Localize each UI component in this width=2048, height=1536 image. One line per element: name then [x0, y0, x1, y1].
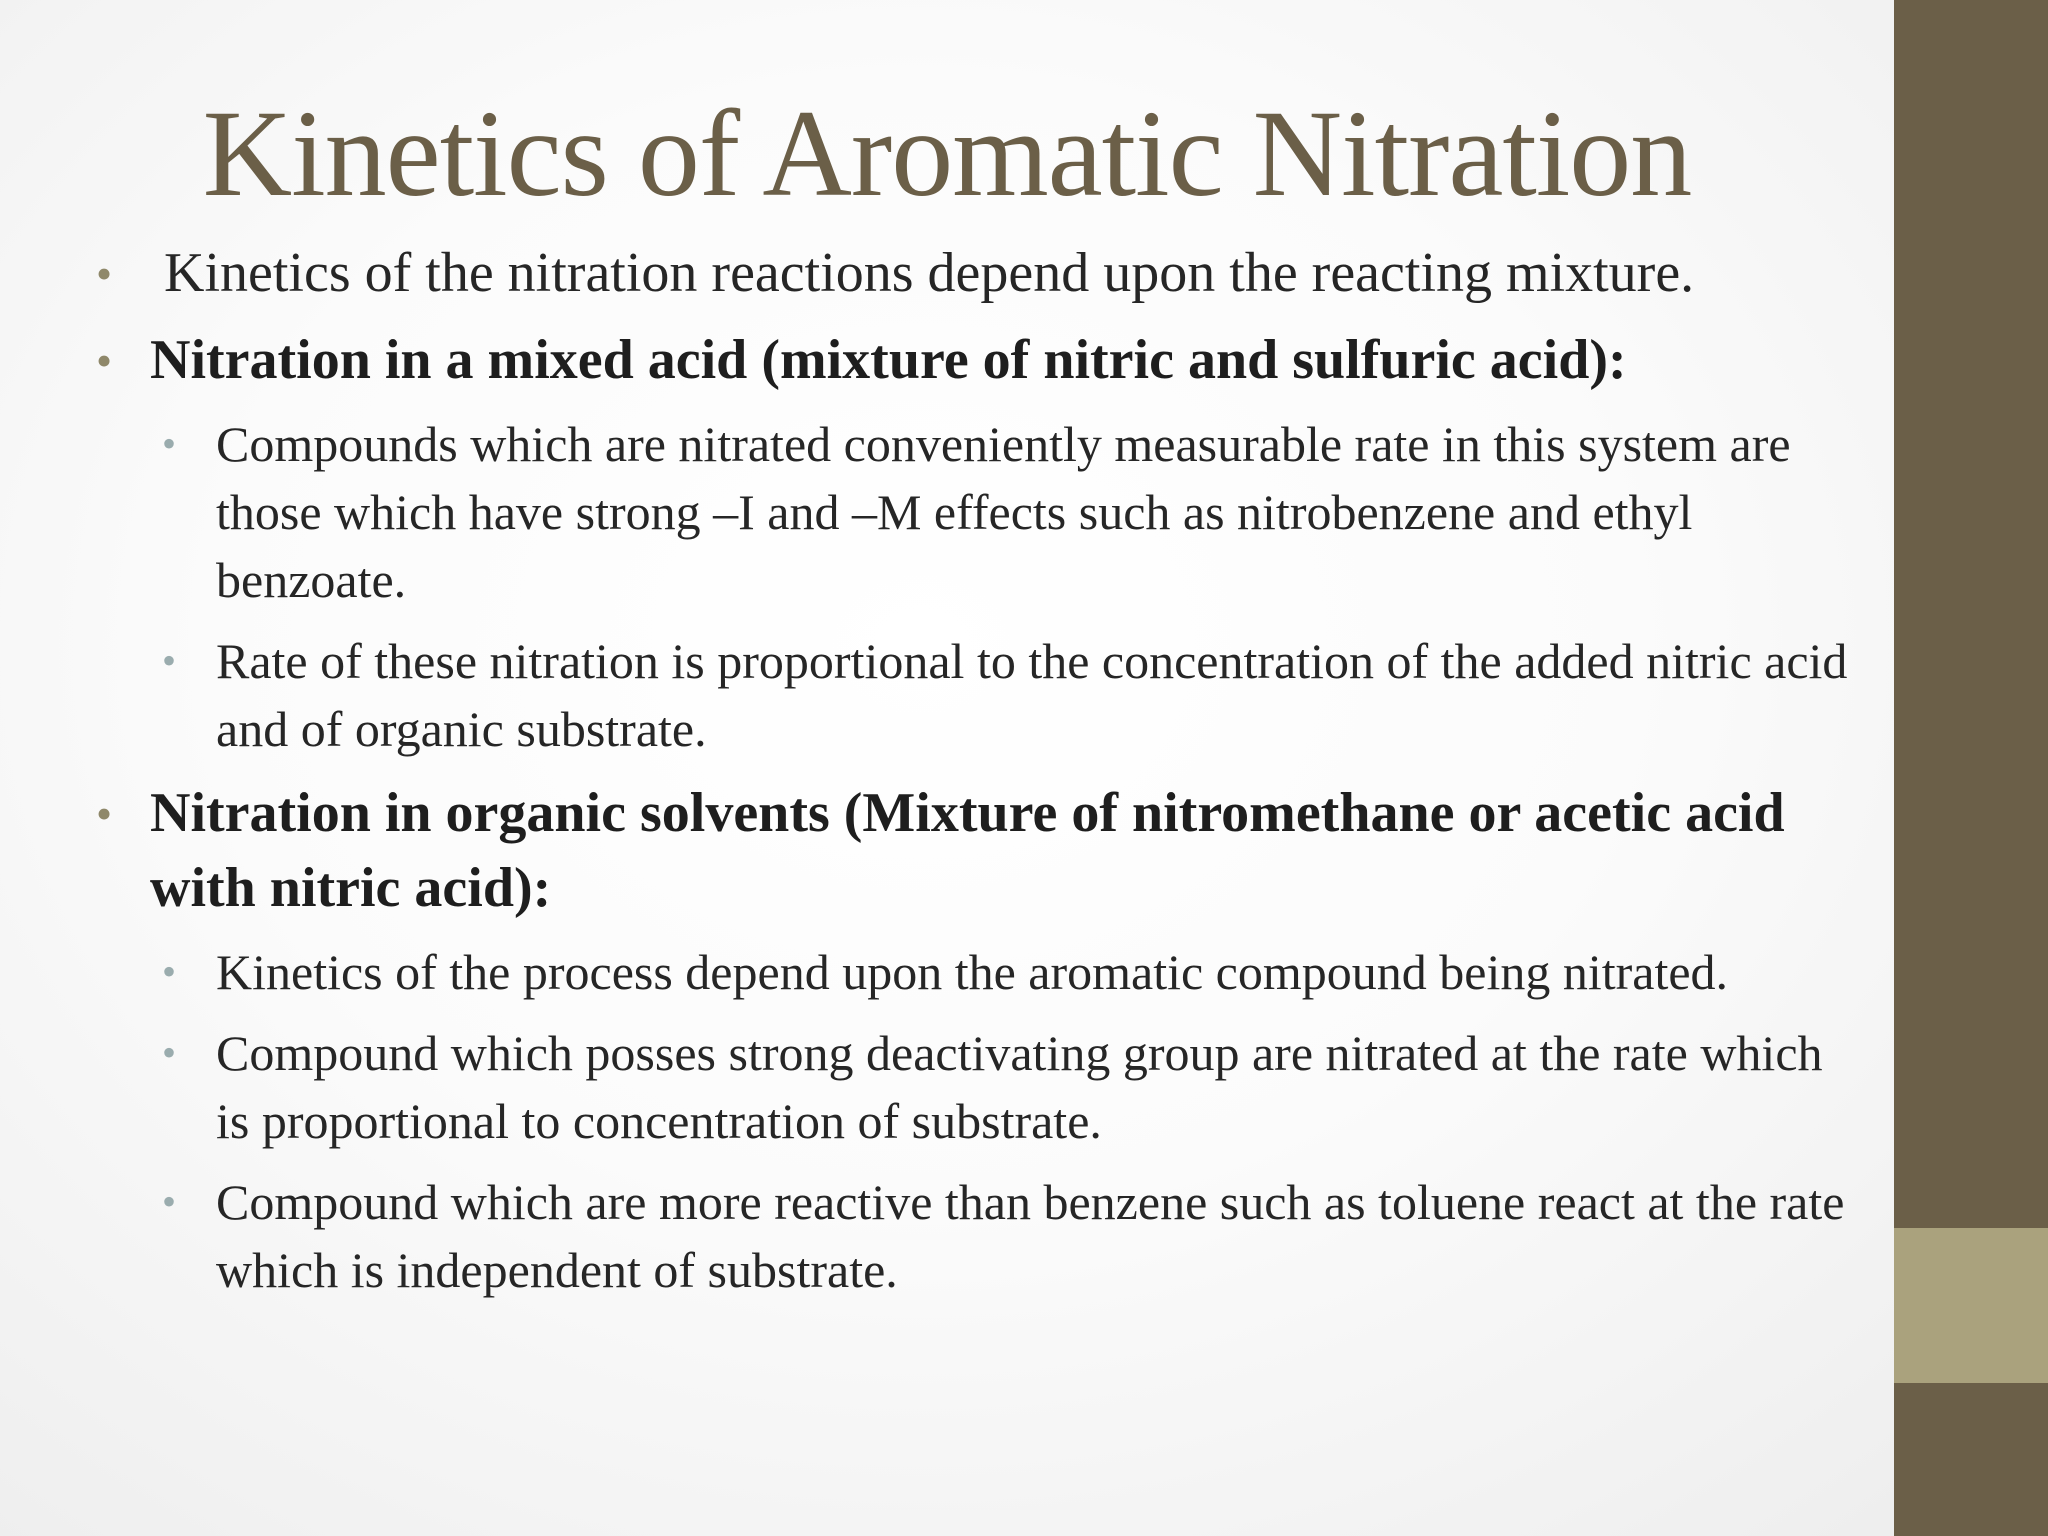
sub-bullet-item: [96, 938, 1856, 1006]
sub-bullet-item: [96, 1019, 1856, 1155]
bullet-text: Kinetics of the nitration reactions depend upon the reacting mixture.: [150, 242, 1695, 304]
sub-bullet-text: Compounds which are nitrated conveniently measurable rate in this system are those which have strong –I and –M effects such as nitrobenzene and ethyl benzoate.: [216, 416, 1791, 608]
bullet-item: [96, 236, 1856, 311]
bullet-item: [96, 323, 1856, 398]
bullet-text: Nitration in organic solvents (Mixture of nitromethane or acetic acid with nitric acid):: [150, 782, 1785, 919]
sub-bullet-text: Compound which are more reactive than benzene such as toluene react at the rate which is independent of substrate.: [216, 1174, 1845, 1298]
bullet-item: [96, 776, 1856, 926]
slide-body: [96, 236, 1856, 1317]
sub-bullet-dot-icon: •: [162, 638, 177, 683]
sub-bullet-item: [96, 627, 1856, 763]
slide-title: Kinetics of Aromatic Nitration: [202, 85, 1692, 222]
sub-bullet-dot-icon: •: [162, 1030, 177, 1075]
sub-bullet-text: Rate of these nitration is proportional to the concentration of the added nitric acid and of organic substrate.: [216, 633, 1848, 757]
sub-bullet-dot-icon: •: [162, 1179, 177, 1224]
sub-bullet-text: Compound which posses strong deactivating group are nitrated at the rate which is proportional to concentration of substrate.: [216, 1025, 1823, 1149]
bullet-text: Nitration in a mixed acid (mixture of nitric and sulfuric acid):: [150, 329, 1627, 391]
sidebar-accent-block: [1894, 1228, 2048, 1383]
sub-bullet-dot-icon: •: [162, 949, 177, 994]
bullet-dot-icon: •: [96, 788, 113, 839]
sub-bullet-dot-icon: •: [162, 421, 177, 466]
sub-bullet-item: [96, 410, 1856, 614]
bullet-dot-icon: •: [96, 335, 113, 386]
sub-bullet-text: Kinetics of the process depend upon the aromatic compound being nitrated.: [216, 944, 1729, 1000]
bullet-dot-icon: •: [96, 248, 113, 299]
sub-bullet-item: [96, 1168, 1856, 1304]
